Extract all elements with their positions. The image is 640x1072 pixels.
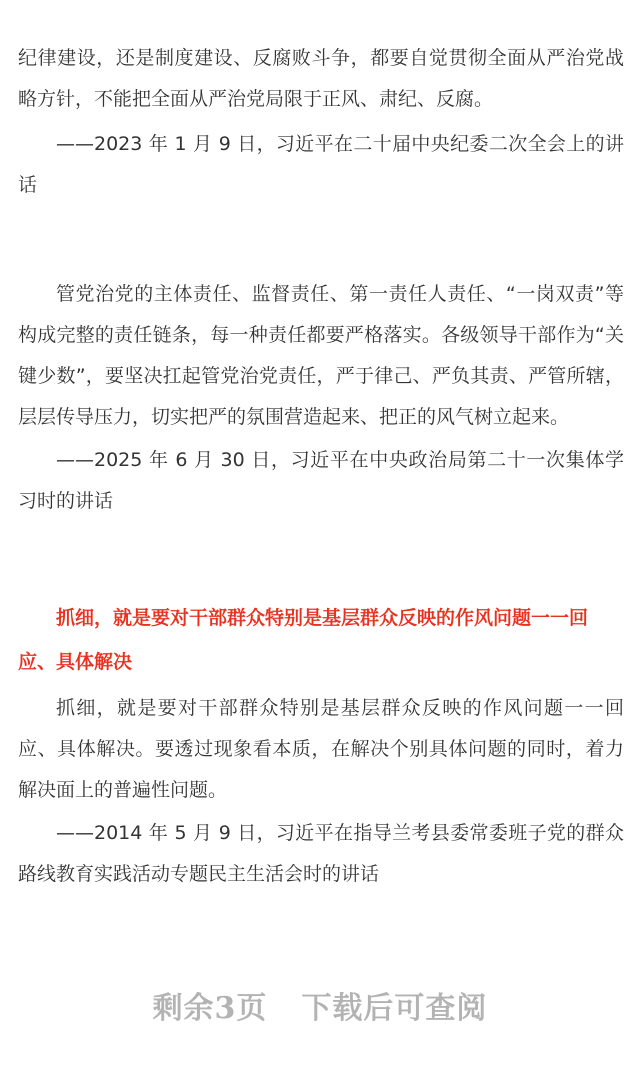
paragraph-3: 抓细，就是要对干部群众特别是基层群众反映的作风问题一一回应、具体解决。要透过现象看本质，在解决个别具体问题的同时，着力解决面上的普遍性问题。 (18, 697, 624, 801)
section-heading: 抓细，就是要对干部群众特别是基层群众反映的作风问题一一回应、具体解决 (18, 607, 589, 673)
article-body (18, 38, 624, 895)
paragraph-2: 管党治党的主体责任、监督责任、第一责任人责任、“一岗双责”等构成完整的责任链条，每一种责任都要严格落实。各级领导干部作为“关键少数”，要坚决扛起管党治党责任，严于律己、严负其责、严管所辖，层层传导压力，切实把严的氛围营造起来、把正的风气树立起来。 (18, 283, 624, 428)
download-prompt[interactable] (0, 986, 640, 1032)
spacer (18, 522, 624, 596)
source-1: ——2023 年 1 月 9 日，习近平在二十届中央纪委二次全会上的讲话 (18, 133, 624, 196)
source-3: ——2014 年 5 月 9 日，习近平在指导兰考县委常委班子党的群众路线教育实践活动专题民主生活会时的讲话 (18, 822, 624, 885)
remaining-pages-text: 剩余3页 (152, 991, 268, 1026)
paragraph-1: 纪律建设，还是制度建设、反腐败斗争，都要自觉贯彻全面从严治党战略方针，不能把全面从严治党局限于正风、肃纪、反腐。 (18, 47, 624, 110)
download-to-read-text: 下载后可查阅 (301, 991, 488, 1026)
source-2: ——2025 年 6 月 30 日，习近平在中央政治局第二十一次集体学习时的讲话 (18, 449, 624, 512)
spacer (18, 206, 624, 274)
